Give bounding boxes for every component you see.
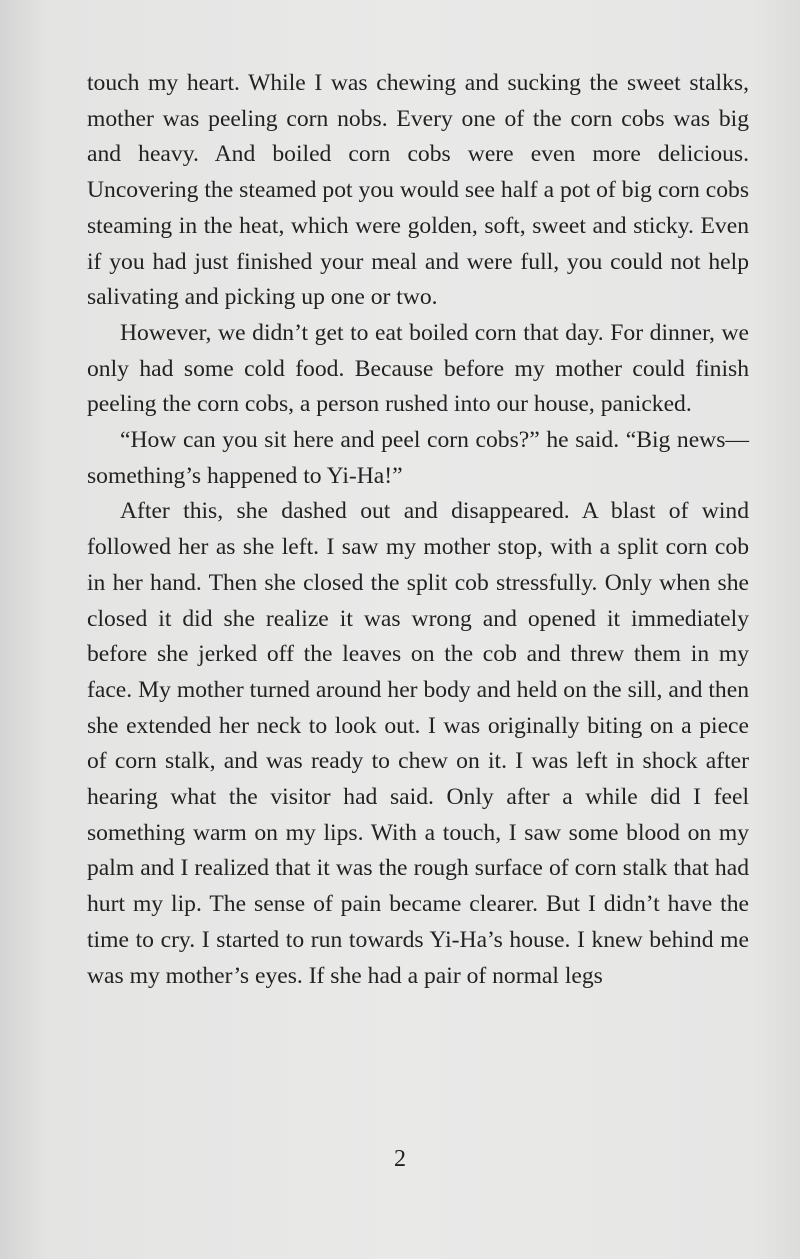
paragraph-continued: touch my heart. While I was chewing and sucking the sweet stalks, mother was peeling corn nobs. Every one of the corn cobs was big and heavy. And boiled corn cobs were even more delicious. Uncovering the steamed pot you would see half a pot of big corn cobs steaming in the heat, which were golden, soft, sweet and sticky. Even if you had just finished your meal and were full, you could not help salivating and picking up one or two. — [87, 70, 749, 311]
page-number: 2 — [394, 1146, 406, 1172]
body-text — [87, 66, 749, 994]
paragraph: After this, she dashed out and disappeared. A blast of wind followed her as she left. I saw my mother stop, with a split corn cob in her hand. Then she closed the split cob stressfully. Only when she closed it did she realize it was wrong and opened it immediately before she jerked off the leaves on the cob and threw them in my face. My mother turned around her body and held on the sill, and then she extended her neck to look out. I was originally biting on a piece of corn stalk, and was ready to chew on it. I was left in shock after hearing what the visitor had said. Only after a while did I feel something warm on my lips. With a touch, I saw some blood on my palm and I realized that it was the rough surface of corn stalk that had hurt my lip. The sense of pain became clearer. But I didn’t have the time to cry. I started to run towards Yi-Ha’s house. I knew behind me was my mother’s eyes. If she had a pair of normal legs — [87, 498, 749, 989]
paragraph: However, we didn’t get to eat boiled corn that day. For dinner, we only had some cold food. Because before my mother could finish peeling the corn cobs, a person rushed into our house, panicked. — [87, 319, 749, 418]
dialogue-paragraph: “How can you sit here and peel corn cobs?” he said. “Big news—something’s happened to Yi-Ha!” — [87, 427, 749, 489]
